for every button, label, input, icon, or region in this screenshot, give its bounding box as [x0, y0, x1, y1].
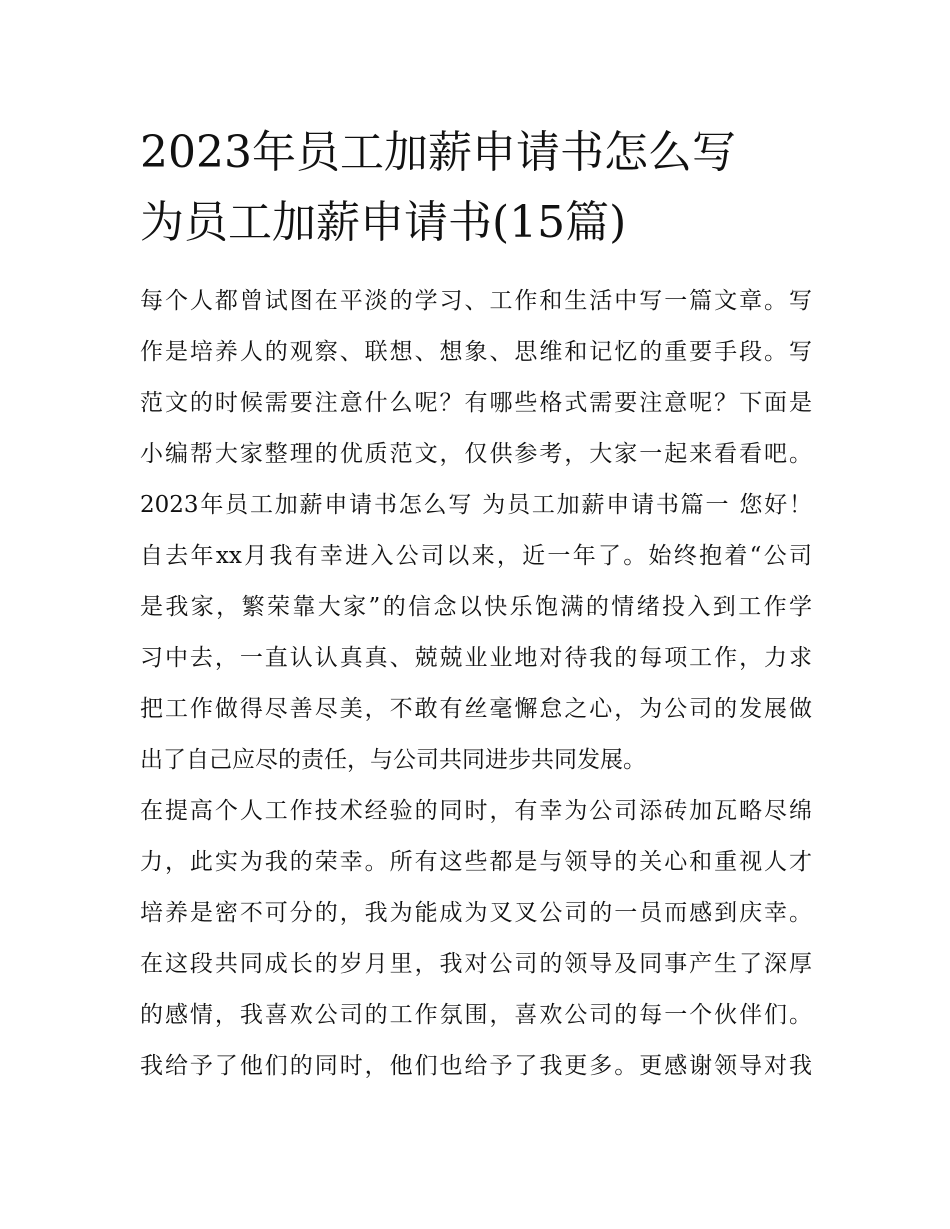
body-line: 力，此实为我的荣幸。所有这些都是与领导的关心和重视人才: [140, 849, 812, 875]
body-line: 在提高个人工作技术经验的同时，有幸为公司添砖加瓦略尽绵: [140, 798, 812, 824]
body-line: 范文的时候需要注意什么呢？有哪些格式需要注意呢？下面是: [140, 390, 812, 416]
title-line-2: 为员工加薪申请书(15篇): [140, 197, 627, 248]
document-page: [140, 118, 812, 1092]
body-line: 把工作做得尽善尽美，不敢有丝毫懈怠之心，为公司的发展做: [140, 696, 812, 722]
document-title: [140, 118, 812, 258]
title-line-1: 2023年员工加薪申请书怎么写: [140, 127, 736, 178]
body-line: 习中去，一直认认真真、兢兢业业地对待我的每项工作，力求: [140, 645, 812, 671]
body-line: 是我家，繁荣靠大家”的信念以快乐饱满的情绪投入到工作学: [140, 594, 812, 620]
body-line: 培养是密不可分的，我为能成为叉叉公司的一员而感到庆幸。: [140, 900, 812, 926]
body-line: 的感情，我喜欢公司的工作氛围，喜欢公司的每一个伙伴们。: [140, 1002, 812, 1028]
body-line: 小编帮大家整理的优质范文，仅供参考，大家一起来看看吧。: [140, 441, 812, 467]
body-line: 每个人都曾试图在平淡的学习、工作和生活中写一篇文章。写: [140, 288, 812, 314]
document-body: [140, 276, 812, 1092]
body-line: 自去年xx月我有幸进入公司以来，近一年了。始终抱着“公司: [140, 543, 812, 569]
body-line: 作是培养人的观察、联想、想象、思维和记忆的重要手段。写: [140, 339, 812, 365]
body-line: 我给予了他们的同时，他们也给予了我更多。更感谢领导对我: [140, 1053, 812, 1079]
body-line: 出了自己应尽的责任，与公司共同进步共同发展。: [140, 747, 646, 773]
body-line: 在这段共同成长的岁月里，我对公司的领导及同事产生了深厚: [140, 951, 812, 977]
body-line: 2023年员工加薪申请书怎么写 为员工加薪申请书篇一 您好！: [140, 492, 812, 518]
